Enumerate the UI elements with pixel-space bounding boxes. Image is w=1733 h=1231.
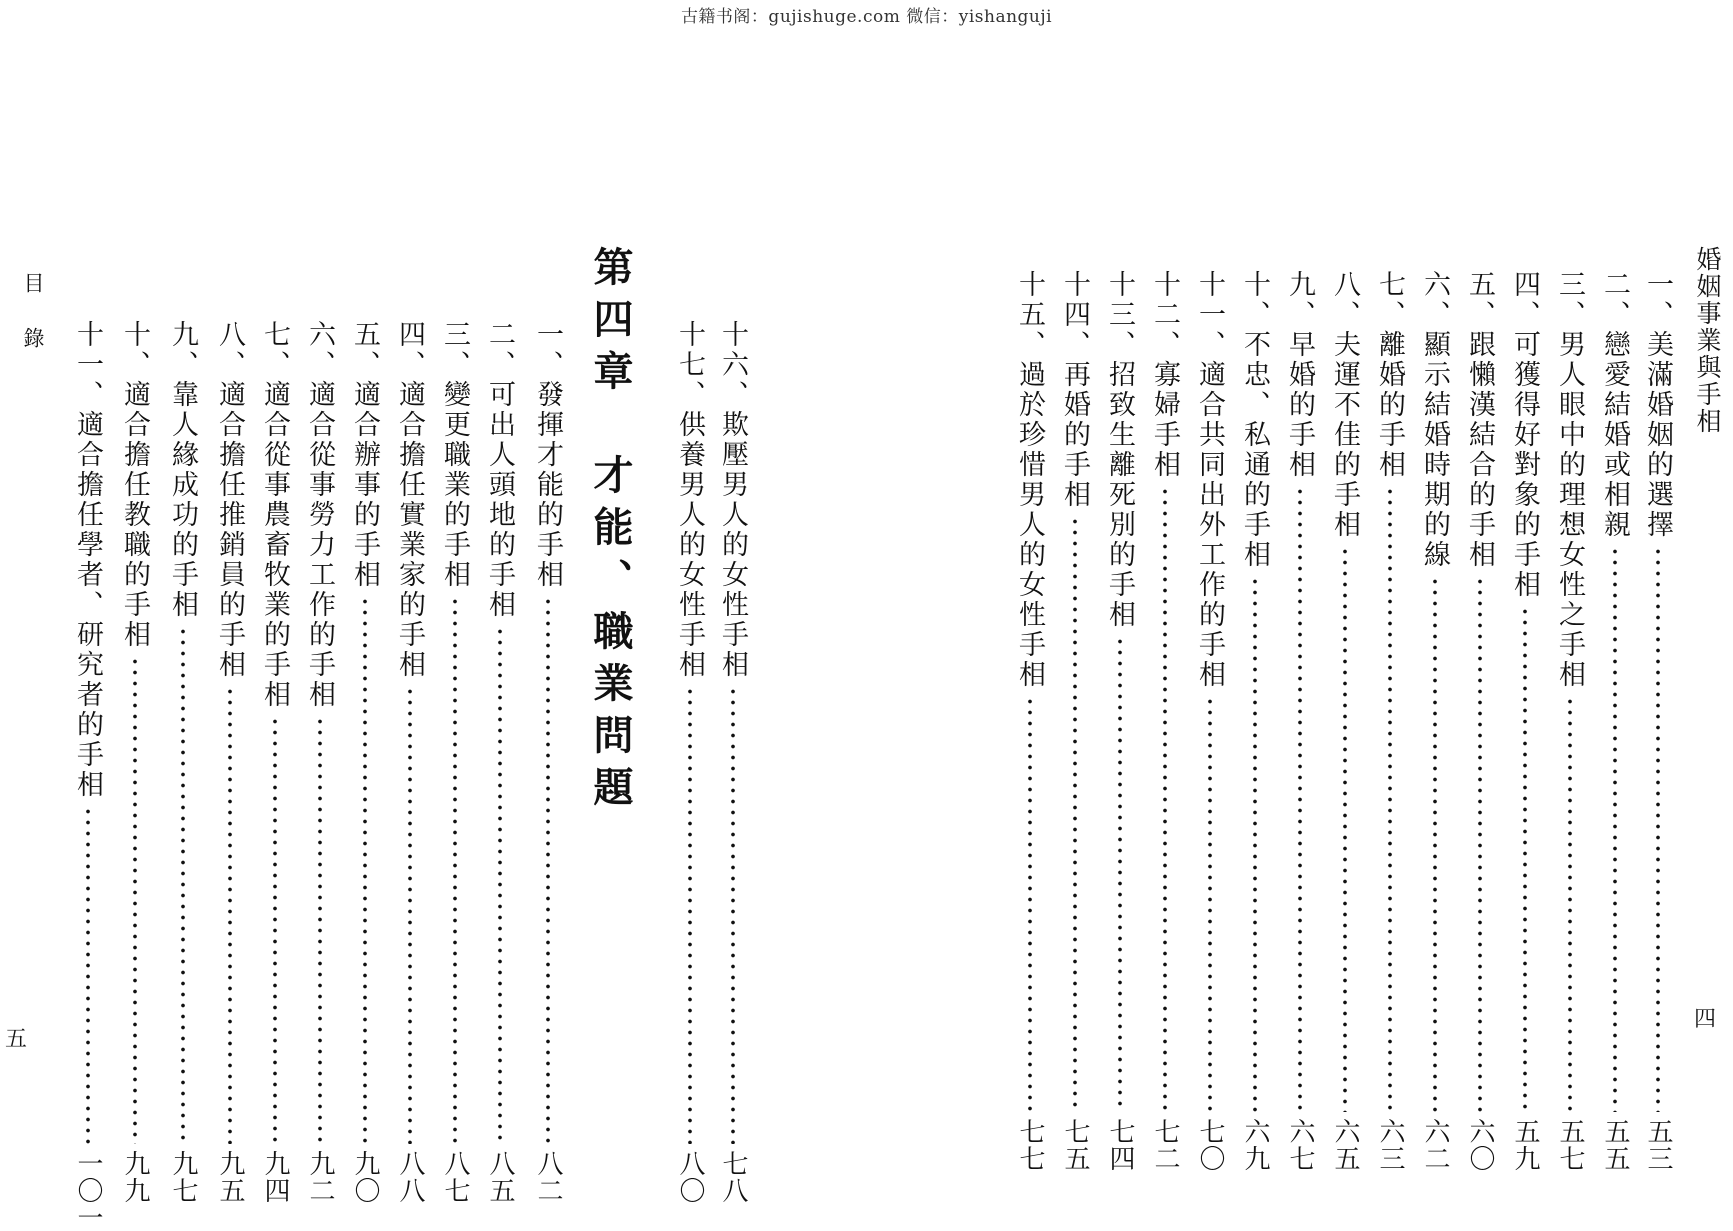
left-entry-leader — [273, 716, 277, 1144]
right-entry[interactable] — [1059, 270, 1091, 1186]
right-entry-label: 二、戀愛結婚或相親 — [1599, 270, 1630, 540]
left-entry[interactable] — [484, 320, 516, 1204]
right-entry-leader — [1028, 696, 1032, 1112]
left-entry[interactable] — [72, 320, 104, 1231]
right-entry-leader — [1478, 576, 1482, 1112]
right-entry-label: 十四、再婚的手相 — [1059, 270, 1090, 510]
right-entry-label: 八、夫運不佳的手相 — [1329, 270, 1360, 540]
left-entry-page: 九四 — [260, 1150, 290, 1204]
right-entry-leader — [1523, 606, 1527, 1112]
right-entry-label: 十三、招致生離死別的手相 — [1104, 270, 1135, 630]
right-entry-leader — [1656, 546, 1660, 1112]
right-entry-page: 五五 — [1600, 1118, 1630, 1172]
right-entry-page: 七〇 — [1195, 1118, 1225, 1172]
left-entry-label: 十、適合擔任教職的手相 — [119, 320, 150, 650]
carry-entry-page: 八〇 — [675, 1150, 705, 1204]
left-entry[interactable] — [349, 320, 381, 1204]
carry-entry-leader — [688, 686, 692, 1144]
right-entry-label: 六、顯示結婚時期的線 — [1419, 270, 1450, 570]
toc-title: 目錄 — [21, 272, 45, 382]
left-entry-page: 八八 — [395, 1150, 425, 1204]
right-entry-label: 七、離婚的手相 — [1374, 270, 1405, 480]
left-entry[interactable] — [394, 320, 426, 1204]
carry-entry[interactable] — [717, 320, 749, 1204]
left-entry[interactable] — [119, 320, 151, 1204]
right-entry-label: 四、可獲得好對象的手相 — [1509, 270, 1540, 600]
right-entry[interactable] — [1464, 270, 1496, 1186]
left-entry[interactable] — [439, 320, 471, 1204]
right-entry-page: 七四 — [1105, 1118, 1135, 1172]
carry-entry-label: 十七、供養男人的女性手相 — [674, 320, 705, 680]
right-entry-leader — [1163, 486, 1167, 1112]
right-entry-leader — [1613, 546, 1617, 1112]
right-entry-page: 六三 — [1375, 1118, 1405, 1172]
left-entry-label: 五、適合辦事的手相 — [349, 320, 380, 590]
carry-entry-leader — [731, 686, 735, 1144]
right-entry[interactable] — [1419, 270, 1451, 1186]
right-entry-leader — [1073, 516, 1077, 1112]
left-entry-leader — [453, 596, 457, 1144]
right-entry-label: 三、男人眼中的理想女性之手相 — [1554, 270, 1585, 690]
left-entry-label: 六、適合從事勞力工作的手相 — [304, 320, 335, 710]
right-entry-page: 六七 — [1285, 1118, 1315, 1172]
right-entry[interactable] — [1599, 270, 1631, 1186]
right-entry-leader — [1388, 486, 1392, 1112]
right-entry-leader — [1208, 696, 1212, 1112]
left-entry[interactable] — [214, 320, 246, 1204]
right-entry-page: 五三 — [1643, 1118, 1673, 1172]
left-entry-label: 四、適合擔任實業家的手相 — [394, 320, 425, 680]
right-entry-leader — [1568, 696, 1572, 1112]
left-entry-label: 九、靠人緣成功的手相 — [167, 320, 198, 620]
left-entry-page: 九二 — [305, 1150, 335, 1204]
left-entry-page: 九七 — [168, 1150, 198, 1204]
carry-entry[interactable] — [674, 320, 706, 1204]
watermark: 古籍书阁：gujishuge.com 微信：yishanguji — [680, 7, 1053, 27]
right-entry-label: 十五、過於珍惜男人的女性手相 — [1014, 270, 1045, 690]
right-entry[interactable] — [1329, 270, 1361, 1186]
right-entry-page: 七二 — [1150, 1118, 1180, 1172]
left-entry-leader — [86, 806, 90, 1144]
right-entry[interactable] — [1194, 270, 1226, 1186]
carry-entry-page: 七八 — [718, 1150, 748, 1204]
left-entry-page: 八七 — [440, 1150, 470, 1204]
left-entry-leader — [546, 596, 550, 1144]
right-entry-page: 六〇 — [1465, 1118, 1495, 1172]
left-entry-label: 二、可出人頭地的手相 — [484, 320, 515, 620]
left-entry-page: 八二 — [533, 1150, 563, 1204]
left-entry-leader — [228, 686, 232, 1144]
left-entry-label: 三、變更職業的手相 — [439, 320, 470, 590]
page-number-right: 四 — [1694, 1007, 1717, 1032]
left-entry-leader — [363, 596, 367, 1144]
right-entry-page: 六二 — [1420, 1118, 1450, 1172]
left-entry-page: 九五 — [215, 1150, 245, 1204]
right-entry[interactable] — [1642, 270, 1674, 1186]
running-title: 婚姻事業與手相 — [1693, 246, 1722, 435]
right-entry-leader — [1298, 486, 1302, 1112]
left-entry-page: 九〇 — [350, 1150, 380, 1204]
right-entry-label: 一、美滿婚姻的選擇 — [1642, 270, 1673, 540]
left-entry-page: 九九 — [120, 1150, 150, 1204]
right-entry[interactable] — [1284, 270, 1316, 1186]
left-page — [0, 0, 860, 1231]
right-entry-label: 五、跟懶漢結合的手相 — [1464, 270, 1495, 570]
right-entry[interactable] — [1104, 270, 1136, 1186]
right-entry[interactable] — [1239, 270, 1271, 1186]
right-entry-page: 五九 — [1510, 1118, 1540, 1172]
right-entry-page: 七七 — [1015, 1118, 1045, 1172]
right-entry-page: 六九 — [1240, 1118, 1270, 1172]
left-entry-leader — [181, 626, 185, 1144]
right-entry-leader — [1343, 546, 1347, 1112]
left-entry-leader — [408, 686, 412, 1144]
right-entry[interactable] — [1509, 270, 1541, 1186]
left-entry-page: 八五 — [485, 1150, 515, 1204]
left-entry-label: 七、適合從事農畜牧業的手相 — [259, 320, 290, 710]
right-entry[interactable] — [1554, 270, 1586, 1186]
left-entry-label: 八、適合擔任推銷員的手相 — [214, 320, 245, 680]
left-entry[interactable] — [259, 320, 291, 1204]
left-entry-leader — [133, 656, 137, 1144]
right-entry-label: 十一、適合共同出外工作的手相 — [1194, 270, 1225, 690]
left-entry[interactable] — [304, 320, 336, 1204]
carry-entry-label: 十六、欺壓男人的女性手相 — [717, 320, 748, 680]
left-entry-label: 十一、適合擔任學者、研究者的手相 — [72, 320, 103, 800]
right-entry-leader — [1118, 636, 1122, 1112]
right-entry-leader — [1433, 576, 1437, 1112]
page-number-left: 五 — [5, 1027, 28, 1052]
right-entry-leader — [1253, 576, 1257, 1112]
left-entry[interactable] — [532, 320, 564, 1204]
left-entry-page: 一〇一 — [73, 1150, 103, 1231]
left-entry-label: 一、發揮才能的手相 — [532, 320, 563, 590]
right-entry-page: 六五 — [1330, 1118, 1360, 1172]
right-entry[interactable] — [1374, 270, 1406, 1186]
right-entry-label: 十二、寡婦手相 — [1149, 270, 1180, 480]
left-entry-leader — [498, 626, 502, 1144]
right-entry-label: 九、早婚的手相 — [1284, 270, 1315, 480]
right-entry-label: 十、不忠、私通的手相 — [1239, 270, 1270, 570]
right-entry-page: 七五 — [1060, 1118, 1090, 1172]
right-entry-page: 五七 — [1555, 1118, 1585, 1172]
chapter-heading: 第四章 才能、職業問題 — [587, 246, 634, 818]
left-entry[interactable] — [167, 320, 199, 1204]
left-entry-leader — [318, 716, 322, 1144]
right-page — [880, 0, 1733, 1186]
right-entry[interactable] — [1149, 270, 1181, 1186]
right-entry[interactable] — [1014, 270, 1046, 1186]
